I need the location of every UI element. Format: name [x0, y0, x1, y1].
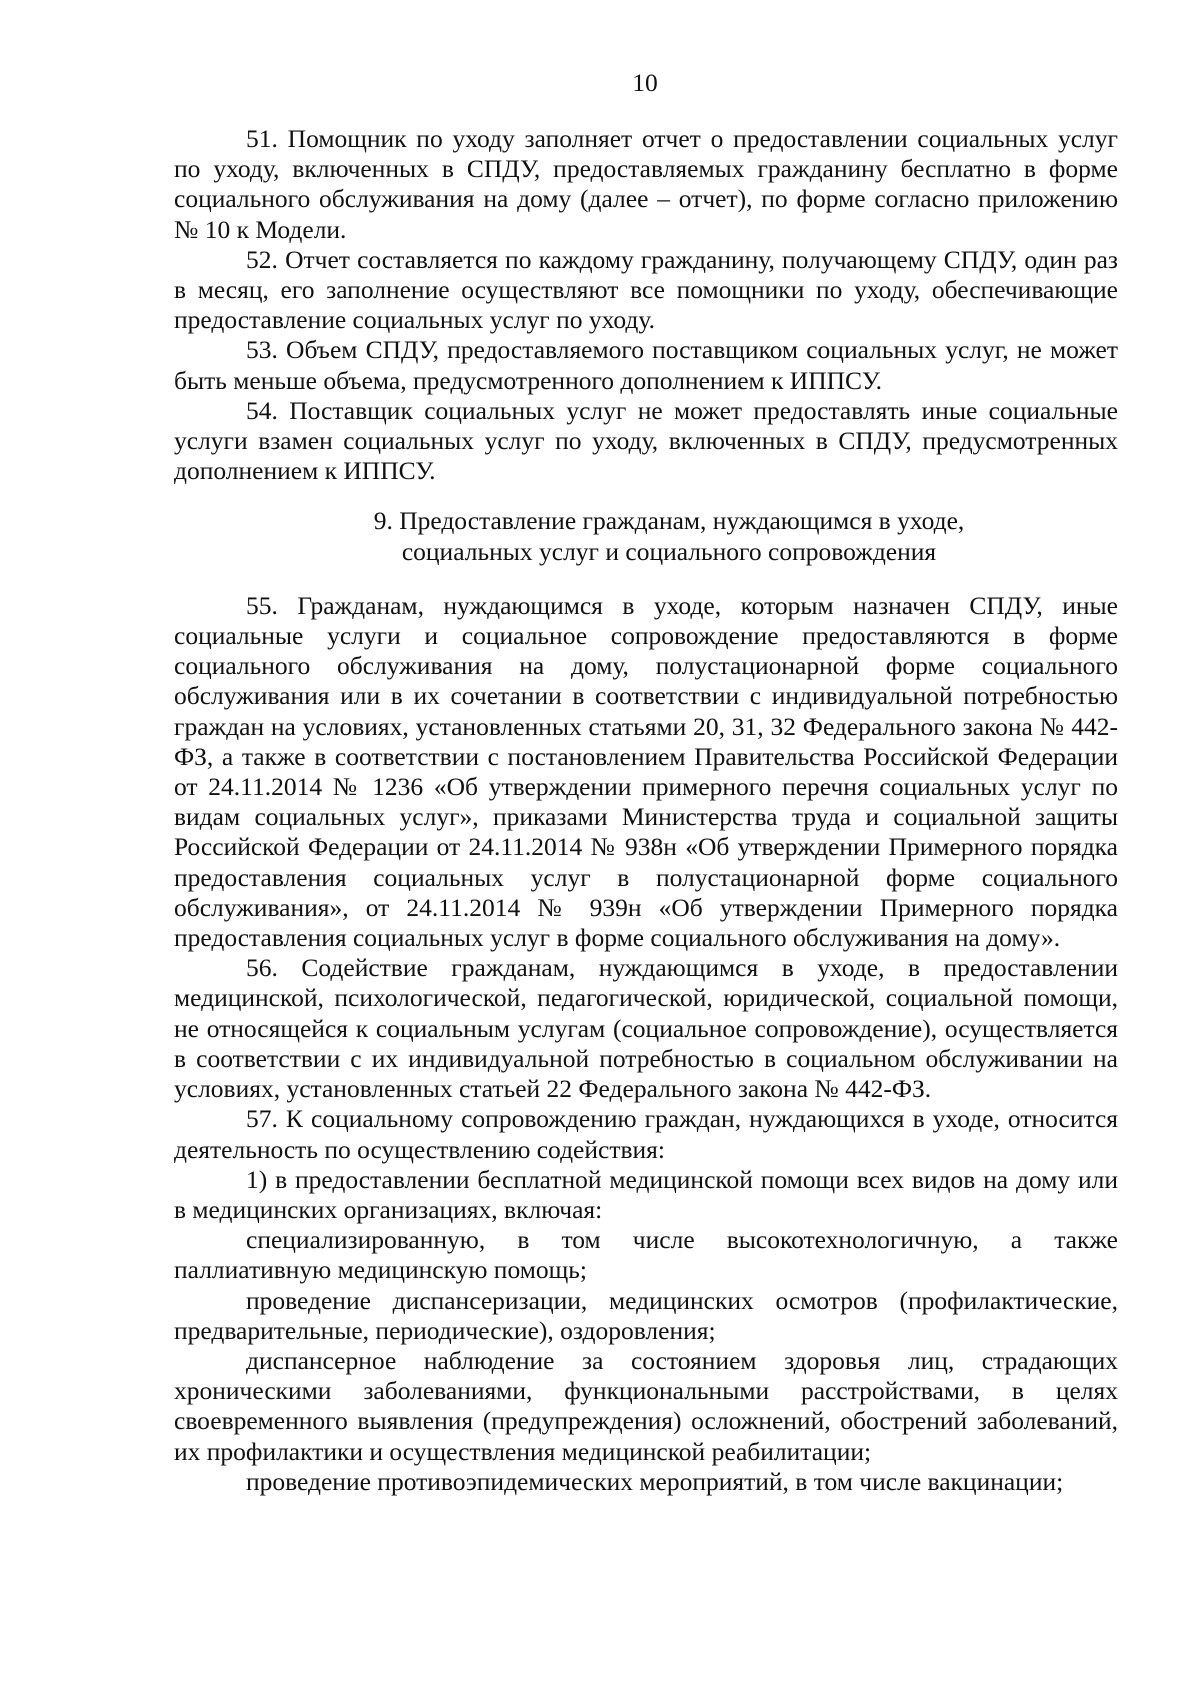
sub-item-specialized-care: специализированную, в том числе высокотехнологичную, а также паллиативную медицинскую помощь;	[174, 1225, 1118, 1285]
paragraph-52: 52. Отчет составляется по каждому гражданину, получающему СПДУ, один раз в месяц, его заполнение осуществляют все помощники по уходу, обеспечивающие предоставление социальных услуг по уходу.	[174, 244, 1118, 335]
paragraph-51: 51. Помощник по уходу заполняет отчет о предоставлении социальных услуг по уходу, включенных в СПДУ, предоставляемых гражданину бесплатно в форме социального обслуживания на дому (далее – отчет), по форме согласно приложению № 10 к Модели.	[174, 124, 1118, 244]
section-heading-line-2: социальных услуг и социального сопровождения	[401, 536, 937, 566]
paragraph-57: 57. К социальному сопровождению граждан, нуждающихся в уходе, относится деятельность по осуществлению содействия:	[174, 1104, 1118, 1164]
paragraph-53: 53. Объем СПДУ, предоставляемого поставщиком социальных услуг, не может быть меньше объема, предусмотренного дополнением к ИППСУ.	[174, 335, 1118, 395]
paragraph-55: 55. Гражданам, нуждающимся в уходе, которым назначен СПДУ, иные социальные услуги и социальное сопровождение предоставляются в форме социального обслуживания на дому, полустационарной форме социального обслуживания или в их сочетании в соответствии с индивидуальной потребностью граждан на условиях, установленных статьями 20, 31, 32 Федерального закона № 442-ФЗ, а также в соответствии с постановлением Правительства Российской Федерации от 24.11.2014 № 1236 «Об утверждении примерного перечня социальных услуг по видам социальных услуг», приказами Министерства труда и социальной защиты Российской Федерации от 24.11.2014 № 938н «Об утверждении Примерного порядка предоставления социальных услуг в полустационарной форме социального обслуживания», от 24.11.2014 № 939н «Об утверждении Примерного порядка предоставления социальных услуг в форме социального обслуживания на дому».	[174, 590, 1118, 953]
section-heading	[174, 506, 1118, 566]
sub-item-dispensary-observation: диспансерное наблюдение за состоянием здоровья лиц, страдающих хроническими заболеваниями, функциональными расстройствами, в целях своевременного выявления (предупреждения) осложнений, обострений заболеваний, их профилактики и осуществления медицинской реабилитации;	[174, 1345, 1118, 1466]
document-body	[174, 124, 1118, 1497]
paragraph-54: 54. Поставщик социальных услуг не может предоставлять иные социальные услуги взамен социальных услуг по уходу, включенных в СПДУ, предусмотренных дополнением к ИППСУ.	[174, 395, 1118, 486]
section-heading-line-1: 9. Предоставление гражданам, нуждающимся в уходе,	[373, 506, 965, 536]
paragraph-56: 56. Содействие гражданам, нуждающимся в уходе, в предоставлении медицинской, психологической, педагогической, юридической, социальной помощи, не относящейся к социальным услугам (социальное сопровождение), осуществляется в соответствии с их индивидуальной потребностью в социальном обслуживании на условиях, установленных статьей 22 Федерального закона № 442-ФЗ.	[174, 953, 1118, 1104]
sub-item-dispensarization: проведение диспансеризации, медицинских осмотров (профилактические, предварительные, периодические), оздоровления;	[174, 1285, 1118, 1345]
list-item-1: 1) в предоставлении бесплатной медицинской помощи всех видов на дому или в медицинских организациях, включая:	[174, 1164, 1118, 1224]
sub-item-antiepidemic-measures: проведение противоэпидемических мероприятий, в том числе вакцинации;	[246, 1466, 1064, 1496]
page-number: 10	[632, 68, 658, 97]
